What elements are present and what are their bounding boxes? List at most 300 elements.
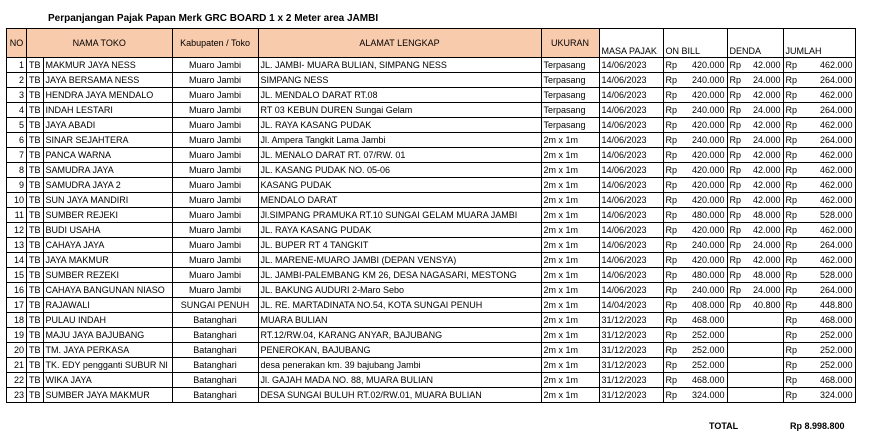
penalty-cell[interactable] [727, 268, 783, 283]
on-bill-cell-amount: 240.000 [691, 105, 725, 115]
store-type-cell[interactable]: TB [27, 343, 44, 358]
total-amount-cell[interactable] [783, 298, 855, 313]
on-bill-cell-currency: Rp [665, 210, 678, 220]
total-amount-cell[interactable] [783, 268, 855, 283]
regency-cell[interactable]: Muaro Jambi [172, 118, 258, 133]
store-type-cell[interactable]: TB [27, 298, 44, 313]
regency-cell[interactable]: Muaro Jambi [172, 163, 258, 178]
row-number-cell[interactable]: 15 [7, 268, 27, 283]
penalty-cell[interactable] [727, 298, 783, 313]
total-amount-cell[interactable] [783, 223, 855, 238]
store-type-cell[interactable]: TB [27, 253, 44, 268]
store-type-cell[interactable]: TB [27, 328, 44, 343]
penalty-cell[interactable] [727, 163, 783, 178]
store-name-cell[interactable]: WIKA JAYA [43, 373, 172, 388]
on-bill-cell[interactable] [663, 223, 727, 238]
tax-period-cell[interactable]: 14/06/2023 [599, 133, 663, 148]
table-row [7, 358, 856, 373]
total-amount-cell[interactable] [783, 148, 855, 163]
row-number-cell[interactable]: 3 [7, 88, 27, 103]
store-type-cell[interactable]: TB [27, 178, 44, 193]
size-cell[interactable]: 2m x 1m [541, 253, 599, 268]
regency-cell[interactable]: Muaro Jambi [172, 208, 258, 223]
table-row [7, 88, 856, 103]
total-amount-cell-amount: 462.000 [819, 195, 853, 205]
address-cell[interactable]: PENEROKAN, BAJUBANG [258, 343, 541, 358]
row-number-cell[interactable]: 9 [7, 178, 27, 193]
on-bill-cell[interactable] [663, 268, 727, 283]
on-bill-cell[interactable] [663, 298, 727, 313]
store-type-cell[interactable]: TB [27, 358, 44, 373]
size-cell[interactable]: 2m x 1m [541, 298, 599, 313]
penalty-cell-currency: Rp [729, 240, 742, 250]
store-name-cell[interactable]: SAMUDRA JAYA [43, 163, 172, 178]
on-bill-cell[interactable] [663, 283, 727, 298]
header-kabupaten[interactable]: Kabupaten / Toko [172, 29, 258, 58]
row-number-cell[interactable]: 8 [7, 163, 27, 178]
regency-cell[interactable]: SUNGAI PENUH [172, 298, 258, 313]
size-cell[interactable]: 2m x 1m [541, 283, 599, 298]
penalty-cell[interactable] [727, 178, 783, 193]
penalty-cell[interactable] [727, 343, 783, 358]
store-type-cell[interactable]: TB [27, 148, 44, 163]
total-amount-cell[interactable] [783, 58, 855, 73]
size-cell[interactable]: 2m x 1m [541, 148, 599, 163]
address-cell[interactable]: JL. BUPER RT 4 TANGKIT [258, 238, 541, 253]
store-name-cell[interactable]: TK. EDY pengganti SUBUR NI [43, 358, 172, 373]
table-row [7, 193, 856, 208]
on-bill-cell[interactable] [663, 343, 727, 358]
total-amount-cell-amount: 462.000 [819, 180, 853, 190]
on-bill-cell[interactable] [663, 73, 727, 88]
regency-cell[interactable]: Batanghari [172, 313, 258, 328]
header-alamat[interactable]: ALAMAT LENGKAP [258, 29, 541, 58]
store-type-cell[interactable]: TB [27, 283, 44, 298]
address-cell[interactable]: MENDALO DARAT [258, 193, 541, 208]
address-cell[interactable]: RT 03 KEBUN DUREN Sungai Gelam [258, 103, 541, 118]
penalty-cell-amount: 24.000 [752, 105, 781, 115]
total-amount-cell[interactable] [783, 133, 855, 148]
penalty-cell-amount: 48.000 [752, 270, 781, 280]
row-number-cell[interactable]: 7 [7, 148, 27, 163]
penalty-cell[interactable] [727, 118, 783, 133]
regency-cell[interactable]: Muaro Jambi [172, 58, 258, 73]
regency-cell[interactable]: Muaro Jambi [172, 238, 258, 253]
on-bill-cell-amount: 480.000 [691, 210, 725, 220]
on-bill-cell-currency: Rp [665, 75, 678, 85]
on-bill-cell[interactable] [663, 388, 727, 403]
tax-period-cell[interactable]: 14/06/2023 [599, 238, 663, 253]
penalty-cell[interactable] [727, 313, 783, 328]
size-cell[interactable]: 2m x 1m [541, 358, 599, 373]
store-type-cell[interactable]: TB [27, 163, 44, 178]
tax-period-cell[interactable]: 31/12/2023 [599, 343, 663, 358]
store-type-cell[interactable]: TB [27, 118, 44, 133]
store-name-cell[interactable]: PANCA WARNA [43, 148, 172, 163]
total-amount-cell-currency: Rp [785, 315, 798, 325]
penalty-cell[interactable] [727, 148, 783, 163]
total-amount-cell-currency: Rp [785, 330, 798, 340]
table-row [7, 268, 856, 283]
tax-period-cell[interactable]: 14/06/2023 [599, 103, 663, 118]
on-bill-cell-amount: 408.000 [691, 300, 725, 310]
row-number-cell[interactable]: 23 [7, 388, 27, 403]
size-cell[interactable]: 2m x 1m [541, 343, 599, 358]
store-type-cell[interactable]: TB [27, 208, 44, 223]
regency-cell[interactable]: Muaro Jambi [172, 223, 258, 238]
store-type-cell[interactable]: TB [27, 373, 44, 388]
address-cell[interactable]: RT.12/RW.04, KARANG ANYAR, BAJUBANG [258, 328, 541, 343]
total-amount-cell[interactable] [783, 163, 855, 178]
on-bill-cell[interactable] [663, 208, 727, 223]
on-bill-cell[interactable] [663, 373, 727, 388]
penalty-cell[interactable] [727, 88, 783, 103]
table-row [7, 313, 856, 328]
address-cell[interactable]: JL. KASANG PUDAK NO. 05-06 [258, 163, 541, 178]
on-bill-cell-currency: Rp [665, 375, 678, 385]
store-name-cell[interactable]: SINAR SEJAHTERA [43, 133, 172, 148]
store-type-cell[interactable]: TB [27, 73, 44, 88]
store-type-cell[interactable]: TB [27, 238, 44, 253]
total-amount-cell[interactable] [783, 73, 855, 88]
on-bill-cell-currency: Rp [665, 150, 678, 160]
store-name-cell[interactable]: RAJAWALI [43, 298, 172, 313]
table-row [7, 133, 856, 148]
size-cell[interactable]: 2m x 1m [541, 388, 599, 403]
on-bill-cell[interactable] [663, 103, 727, 118]
tax-period-cell[interactable]: 14/06/2023 [599, 118, 663, 133]
total-amount-cell[interactable] [783, 283, 855, 298]
address-cell[interactable]: JL. JAMBI- MUARA BULIAN, SIMPANG NESS [258, 58, 541, 73]
penalty-cell[interactable] [727, 328, 783, 343]
address-cell[interactable]: KASANG PUDAK [258, 178, 541, 193]
size-cell[interactable]: 2m x 1m [541, 208, 599, 223]
penalty-cell[interactable] [727, 238, 783, 253]
on-bill-cell-currency: Rp [665, 300, 678, 310]
penalty-cell-amount: 42.000 [752, 120, 781, 130]
penalty-cell-amount: 24.000 [752, 285, 781, 295]
penalty-cell-amount: 24.000 [752, 240, 781, 250]
store-name-cell[interactable]: CAHAYA BANGUNAN NIASO [43, 283, 172, 298]
on-bill-cell-currency: Rp [665, 105, 678, 115]
penalty-cell[interactable] [727, 223, 783, 238]
regency-cell[interactable]: Muaro Jambi [172, 103, 258, 118]
regency-cell[interactable]: Batanghari [172, 373, 258, 388]
regency-cell[interactable]: Muaro Jambi [172, 133, 258, 148]
tax-period-cell[interactable]: 31/12/2023 [599, 373, 663, 388]
on-bill-cell[interactable] [663, 328, 727, 343]
on-bill-cell[interactable] [663, 238, 727, 253]
tax-period-cell[interactable]: 14/04/2023 [599, 298, 663, 313]
total-amount-cell[interactable] [783, 358, 855, 373]
tax-period-cell[interactable]: 14/06/2023 [599, 223, 663, 238]
address-cell[interactable]: JL. JAMBI-PALEMBANG KM 26, DESA NAGASARI, MESTONG [258, 268, 541, 283]
size-cell[interactable]: 2m x 1m [541, 133, 599, 148]
table-row [7, 178, 856, 193]
total-amount-cell-currency: Rp [785, 345, 798, 355]
store-type-cell[interactable]: TB [27, 268, 44, 283]
regency-cell[interactable]: Batanghari [172, 328, 258, 343]
tax-period-cell[interactable]: 14/06/2023 [599, 73, 663, 88]
tax-period-cell[interactable]: 14/06/2023 [599, 58, 663, 73]
row-number-cell[interactable]: 19 [7, 328, 27, 343]
tax-period-cell[interactable]: 31/12/2023 [599, 358, 663, 373]
penalty-cell-currency: Rp [729, 150, 742, 160]
penalty-cell-currency: Rp [729, 195, 742, 205]
penalty-cell[interactable] [727, 133, 783, 148]
total-amount-cell[interactable] [783, 238, 855, 253]
row-number-cell[interactable]: 18 [7, 313, 27, 328]
row-number-cell[interactable]: 12 [7, 223, 27, 238]
regency-cell[interactable]: Batanghari [172, 388, 258, 403]
row-number-cell[interactable]: 5 [7, 118, 27, 133]
address-cell[interactable]: JL. MENALO DARAT RT. 07/RW. 01 [258, 148, 541, 163]
store-name-cell[interactable]: SAMUDRA JAYA 2 [43, 178, 172, 193]
penalty-cell[interactable] [727, 253, 783, 268]
tax-period-cell[interactable]: 14/06/2023 [599, 148, 663, 163]
total-amount-cell-amount: 462.000 [819, 90, 853, 100]
on-bill-cell-amount: 420.000 [691, 90, 725, 100]
tax-period-cell[interactable]: 14/06/2023 [599, 193, 663, 208]
total-amount-cell-currency: Rp [785, 180, 798, 190]
penalty-cell-currency: Rp [729, 135, 742, 145]
table-row [7, 238, 856, 253]
store-name-cell[interactable]: MAKMUR JAYA NESS [43, 58, 172, 73]
regency-cell[interactable]: Muaro Jambi [172, 268, 258, 283]
on-bill-cell-currency: Rp [665, 330, 678, 340]
tax-period-cell[interactable]: 14/06/2023 [599, 178, 663, 193]
tax-period-cell[interactable]: 14/06/2023 [599, 253, 663, 268]
total-amount-cell[interactable] [783, 373, 855, 388]
tax-period-cell[interactable]: 31/12/2023 [599, 328, 663, 343]
header-jumlah[interactable]: JUMLAH [783, 29, 855, 58]
row-number-cell[interactable]: 22 [7, 373, 27, 388]
penalty-cell[interactable] [727, 103, 783, 118]
on-bill-cell-currency: Rp [665, 195, 678, 205]
tax-period-cell[interactable]: 14/06/2023 [599, 268, 663, 283]
on-bill-cell-currency: Rp [665, 285, 678, 295]
penalty-cell[interactable] [727, 373, 783, 388]
store-type-cell[interactable]: TB [27, 223, 44, 238]
penalty-cell[interactable] [727, 208, 783, 223]
tax-period-cell[interactable]: 31/12/2023 [599, 388, 663, 403]
address-cell[interactable]: Jl. GAJAH MADA NO. 88, MUARA BULIAN [258, 373, 541, 388]
store-type-cell[interactable]: TB [27, 103, 44, 118]
size-cell[interactable]: 2m x 1m [541, 268, 599, 283]
store-name-cell[interactable]: SUMBER JAYA MAKMUR [43, 388, 172, 403]
row-number-cell[interactable]: 21 [7, 358, 27, 373]
on-bill-cell[interactable] [663, 118, 727, 133]
row-number-cell[interactable]: 20 [7, 343, 27, 358]
total-amount-cell-currency: Rp [785, 390, 798, 400]
address-cell[interactable]: MUARA BULIAN [258, 313, 541, 328]
size-cell[interactable]: 2m x 1m [541, 328, 599, 343]
store-type-cell[interactable]: TB [27, 88, 44, 103]
regency-cell[interactable]: Muaro Jambi [172, 148, 258, 163]
store-name-cell[interactable]: SUN JAYA MANDIRI [43, 193, 172, 208]
penalty-cell[interactable] [727, 388, 783, 403]
address-cell[interactable]: JL. RAYA KASANG PUDAK [258, 118, 541, 133]
penalty-cell-currency: Rp [729, 165, 742, 175]
total-amount-cell-amount: 462.000 [819, 60, 853, 70]
table-row [7, 343, 856, 358]
address-cell[interactable]: desa penerakan km. 39 bajubang Jambi [258, 358, 541, 373]
regency-cell[interactable]: Muaro Jambi [172, 88, 258, 103]
store-type-cell[interactable]: TB [27, 388, 44, 403]
regency-cell[interactable]: Muaro Jambi [172, 178, 258, 193]
store-name-cell[interactable]: HENDRA JAYA MENDALO [43, 88, 172, 103]
total-amount-cell[interactable] [783, 328, 855, 343]
header-ukuran[interactable]: UKURAN [541, 29, 599, 58]
on-bill-cell-amount: 420.000 [691, 60, 725, 70]
store-type-cell[interactable]: TB [27, 58, 44, 73]
store-name-cell[interactable]: TM. JAYA PERKASA [43, 343, 172, 358]
store-name-cell[interactable]: CAHAYA JAYA [43, 238, 172, 253]
size-cell[interactable]: Terpasang [541, 88, 599, 103]
on-bill-cell[interactable] [663, 58, 727, 73]
size-cell[interactable]: 2m x 1m [541, 313, 599, 328]
total-amount-cell[interactable] [783, 178, 855, 193]
store-type-cell[interactable]: TB [27, 133, 44, 148]
size-cell[interactable]: Terpasang [541, 103, 599, 118]
store-name-cell[interactable]: INDAH LESTARI [43, 103, 172, 118]
address-cell[interactable]: Jl.SIMPANG PRAMUKA RT.10 SUNGAI GELAM MUARA JAMBI [258, 208, 541, 223]
store-name-cell[interactable]: SUMBER REZEKI [43, 268, 172, 283]
store-name-cell[interactable]: SUMBER REJEKI [43, 208, 172, 223]
table-body [7, 58, 856, 403]
tax-period-cell[interactable]: 14/06/2023 [599, 163, 663, 178]
penalty-cell-currency: Rp [729, 270, 742, 280]
size-cell[interactable]: 2m x 1m [541, 193, 599, 208]
total-amount-cell[interactable] [783, 208, 855, 223]
address-cell[interactable]: JL. RAYA KASANG PUDAK [258, 223, 541, 238]
address-cell[interactable]: SIMPANG NESS [258, 73, 541, 88]
on-bill-cell[interactable] [663, 88, 727, 103]
total-amount-cell[interactable] [783, 88, 855, 103]
on-bill-cell-amount: 240.000 [691, 75, 725, 85]
store-type-cell[interactable]: TB [27, 193, 44, 208]
total-amount-cell-currency: Rp [785, 210, 798, 220]
store-type-cell[interactable]: TB [27, 313, 44, 328]
total-amount-cell[interactable] [783, 103, 855, 118]
size-cell[interactable]: Terpasang [541, 118, 599, 133]
row-number-cell[interactable]: 11 [7, 208, 27, 223]
on-bill-cell[interactable] [663, 253, 727, 268]
penalty-cell[interactable] [727, 283, 783, 298]
on-bill-cell[interactable] [663, 178, 727, 193]
total-amount-cell[interactable] [783, 343, 855, 358]
penalty-cell-currency: Rp [729, 180, 742, 190]
penalty-cell[interactable] [727, 358, 783, 373]
total-value[interactable]: Rp 8.998.800 [790, 421, 845, 431]
total-amount-cell[interactable] [783, 193, 855, 208]
row-number-cell[interactable]: 1 [7, 58, 27, 73]
size-cell[interactable]: 2m x 1m [541, 238, 599, 253]
header-nama-toko[interactable]: NAMA TOKO [27, 29, 173, 58]
on-bill-cell[interactable] [663, 148, 727, 163]
on-bill-cell[interactable] [663, 193, 727, 208]
address-cell[interactable]: JL. RE. MARTADINATA NO.54, KOTA SUNGAI PENUH [258, 298, 541, 313]
address-cell[interactable]: JL. MENDALO DARAT RT.08 [258, 88, 541, 103]
tax-period-cell[interactable]: 31/12/2023 [599, 313, 663, 328]
on-bill-cell[interactable] [663, 133, 727, 148]
penalty-cell-amount: 42.000 [752, 90, 781, 100]
address-cell[interactable]: JL. BAKUNG AUDURI 2-Maro Sebo [258, 283, 541, 298]
table-row [7, 163, 856, 178]
store-name-cell[interactable]: BUDI USAHA [43, 223, 172, 238]
address-cell[interactable]: DESA SUNGAI BULUH RT.02/RW.01, MUARA BULIAN [258, 388, 541, 403]
row-number-cell[interactable]: 14 [7, 253, 27, 268]
address-cell[interactable]: Jl. Ampera Tangkit Lama Jambi [258, 133, 541, 148]
penalty-cell-currency: Rp [729, 105, 742, 115]
penalty-cell[interactable] [727, 193, 783, 208]
size-cell[interactable]: 2m x 1m [541, 163, 599, 178]
regency-cell[interactable]: Muaro Jambi [172, 283, 258, 298]
on-bill-cell[interactable] [663, 358, 727, 373]
penalty-cell-currency: Rp [729, 300, 742, 310]
total-amount-cell-amount: 448.800 [819, 300, 853, 310]
on-bill-cell-currency: Rp [665, 255, 678, 265]
penalty-cell[interactable] [727, 58, 783, 73]
regency-cell[interactable]: Batanghari [172, 358, 258, 373]
total-amount-cell[interactable] [783, 253, 855, 268]
penalty-cell-amount: 42.000 [752, 225, 781, 235]
total-amount-cell[interactable] [783, 313, 855, 328]
size-cell[interactable]: Terpasang [541, 58, 599, 73]
on-bill-cell-amount: 240.000 [691, 135, 725, 145]
regency-cell[interactable]: Batanghari [172, 343, 258, 358]
header-denda[interactable]: DENDA [727, 29, 783, 58]
row-number-cell[interactable]: 16 [7, 283, 27, 298]
regency-cell[interactable]: Muaro Jambi [172, 73, 258, 88]
row-number-cell[interactable]: 17 [7, 298, 27, 313]
row-number-cell[interactable]: 2 [7, 73, 27, 88]
penalty-cell[interactable] [727, 73, 783, 88]
size-cell[interactable]: Terpasang [541, 73, 599, 88]
row-number-cell[interactable]: 4 [7, 103, 27, 118]
row-number-cell[interactable]: 6 [7, 133, 27, 148]
header-masa-pajak[interactable]: MASA PAJAK [599, 29, 663, 58]
store-name-cell[interactable]: JAYA MAKMUR [43, 253, 172, 268]
on-bill-cell-amount: 240.000 [691, 285, 725, 295]
on-bill-cell-amount: 420.000 [691, 165, 725, 175]
on-bill-cell[interactable] [663, 163, 727, 178]
tax-period-cell[interactable]: 14/06/2023 [599, 283, 663, 298]
store-name-cell[interactable]: JAYA BERSAMA NESS [43, 73, 172, 88]
on-bill-cell[interactable] [663, 313, 727, 328]
row-number-cell[interactable]: 13 [7, 238, 27, 253]
row-number-cell[interactable]: 10 [7, 193, 27, 208]
penalty-cell-currency: Rp [729, 120, 742, 130]
store-name-cell[interactable]: JAYA ABADI [43, 118, 172, 133]
store-name-cell[interactable]: MAJU JAYA BAJUBANG [43, 328, 172, 343]
header-no[interactable]: NO [7, 29, 27, 58]
regency-cell[interactable]: Muaro Jambi [172, 193, 258, 208]
size-cell[interactable]: 2m x 1m [541, 373, 599, 388]
total-amount-cell[interactable] [783, 118, 855, 133]
total-amount-cell[interactable] [783, 388, 855, 403]
regency-cell[interactable]: Muaro Jambi [172, 253, 258, 268]
address-cell[interactable]: JL. MARENE-MUARO JAMBI (DEPAN VENSYA) [258, 253, 541, 268]
size-cell[interactable]: 2m x 1m [541, 223, 599, 238]
tax-period-cell[interactable]: 14/06/2023 [599, 208, 663, 223]
size-cell[interactable]: 2m x 1m [541, 178, 599, 193]
store-name-cell[interactable]: PULAU INDAH [43, 313, 172, 328]
on-bill-cell-amount: 252.000 [691, 360, 725, 370]
tax-period-cell[interactable]: 14/06/2023 [599, 88, 663, 103]
total-amount-cell-amount: 252.000 [819, 330, 853, 340]
header-on-bill[interactable]: ON BILL [663, 29, 727, 58]
